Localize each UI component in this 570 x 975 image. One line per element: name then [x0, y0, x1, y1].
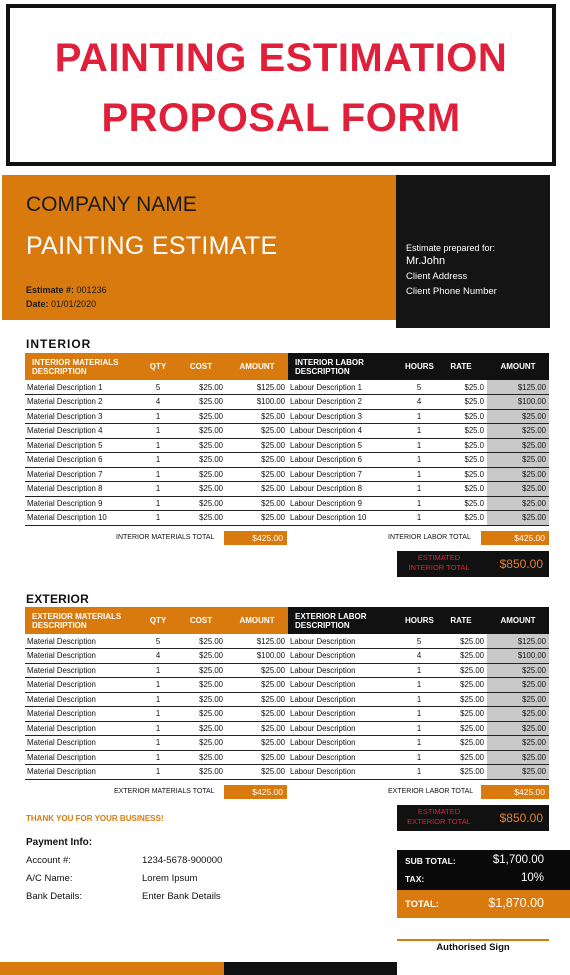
material-description-cell: Material Description: [25, 750, 140, 765]
qty-cell: 1: [140, 511, 176, 526]
rate-cell: $25.0: [435, 395, 487, 410]
table-row: [25, 707, 549, 722]
table-row: [25, 496, 549, 511]
amount-cell: $125.00: [226, 380, 288, 395]
labor-description-cell: Labour Description 3: [288, 409, 403, 424]
labor-amount-cell: $25.00: [487, 750, 549, 765]
table-row: [25, 634, 549, 649]
rate-cell: $25.0: [435, 496, 487, 511]
exterior-materials-total: $425.00: [224, 785, 287, 799]
material-description-cell: Material Description: [25, 678, 140, 693]
labor-amount-cell: $25.00: [487, 765, 549, 780]
exterior-qty-header: QTY: [140, 607, 176, 634]
hours-cell: 1: [403, 663, 435, 678]
rate-cell: $25.0: [435, 380, 487, 395]
qty-cell: 1: [140, 765, 176, 780]
exterior-estimated-label-line2: EXTERIOR TOTAL: [407, 817, 471, 826]
labor-description-cell: Labour Description 1: [288, 380, 403, 395]
table-row: [25, 482, 549, 497]
amount-cell: $25.00: [226, 663, 288, 678]
hours-cell: 1: [403, 721, 435, 736]
exterior-estimated-label-line1: ESTIMATED: [417, 807, 461, 816]
rate-cell: $25.00: [435, 678, 487, 693]
hours-cell: 1: [403, 453, 435, 468]
estimate-date-label: Date:: [26, 299, 49, 309]
cost-cell: $25.00: [176, 409, 226, 424]
rate-cell: $25.00: [435, 634, 487, 649]
labor-description-cell: Labour Description: [288, 663, 403, 678]
labor-description-cell: Labour Description 5: [288, 438, 403, 453]
amount-cell: $25.00: [226, 750, 288, 765]
cost-cell: $25.00: [176, 453, 226, 468]
labor-description-cell: Labour Description: [288, 707, 403, 722]
exterior-estimated-total: $850.00: [499, 811, 543, 825]
amount-cell: $25.00: [226, 707, 288, 722]
hours-cell: 1: [403, 707, 435, 722]
amount-cell: $25.00: [226, 721, 288, 736]
interior-labor-header: INTERIOR LABOR DESCRIPTION: [288, 353, 403, 380]
interior-estimated-total-label: [401, 553, 477, 573]
labor-amount-cell: $25.00: [487, 496, 549, 511]
material-description-cell: Material Description 8: [25, 482, 140, 497]
interior-rate-header: RATE: [435, 353, 487, 380]
hours-cell: 4: [403, 395, 435, 410]
rate-cell: $25.0: [435, 467, 487, 482]
rate-cell: $25.00: [435, 663, 487, 678]
material-description-cell: Material Description: [25, 692, 140, 707]
labor-description-cell: Labour Description: [288, 678, 403, 693]
labor-amount-cell: $25.00: [487, 438, 549, 453]
cost-cell: $25.00: [176, 649, 226, 664]
interior-materials-total-label: INTERIOR MATERIALS TOTAL: [116, 534, 215, 541]
cost-cell: $25.00: [176, 765, 226, 780]
exterior-cost-header: COST: [176, 607, 226, 634]
table-row: [25, 649, 549, 664]
interior-labor-total: $425.00: [481, 531, 549, 545]
interior-section-title: INTERIOR: [26, 337, 92, 351]
qty-cell: 5: [140, 634, 176, 649]
cost-cell: $25.00: [176, 467, 226, 482]
estimate-summary: [397, 850, 570, 918]
interior-estimated-label-line1: ESTIMATED: [417, 553, 461, 562]
labor-amount-cell: $25.00: [487, 511, 549, 526]
table-row: [25, 395, 549, 410]
exterior-estimated-total-box: [397, 805, 549, 831]
exterior-labor-header: EXTERIOR LABOR DESCRIPTION: [288, 607, 403, 634]
exterior-hours-header: HOURS: [403, 607, 435, 634]
interior-estimated-total-box: [397, 551, 549, 577]
material-description-cell: Material Description 10: [25, 511, 140, 526]
labor-description-cell: Labour Description 9: [288, 496, 403, 511]
labor-amount-cell: $25.00: [487, 663, 549, 678]
material-description-cell: Material Description: [25, 765, 140, 780]
material-description-cell: Material Description: [25, 634, 140, 649]
account-number-label: Account #:: [26, 855, 71, 866]
material-description-cell: Material Description 6: [25, 453, 140, 468]
labor-description-cell: Labour Description: [288, 649, 403, 664]
table-row: [25, 765, 549, 780]
interior-qty-header: QTY: [140, 353, 176, 380]
total-row: [397, 890, 570, 918]
qty-cell: 1: [140, 692, 176, 707]
labor-amount-cell: $125.00: [487, 380, 549, 395]
total-label: TOTAL:: [405, 899, 439, 910]
exterior-estimate-table: [25, 607, 549, 780]
bank-details-value: Enter Bank Details: [142, 891, 221, 902]
labor-description-cell: Labour Description 8: [288, 482, 403, 497]
amount-cell: $25.00: [226, 678, 288, 693]
labor-amount-cell: $25.00: [487, 424, 549, 439]
table-row: [25, 409, 549, 424]
labor-amount-cell: $125.00: [487, 634, 549, 649]
labor-description-cell: Labour Description 7: [288, 467, 403, 482]
hours-cell: 1: [403, 409, 435, 424]
amount-cell: $25.00: [226, 482, 288, 497]
interior-labor-total-label: INTERIOR LABOR TOTAL: [388, 534, 471, 541]
amount-cell: $100.00: [226, 649, 288, 664]
labor-description-cell: Labour Description 4: [288, 424, 403, 439]
exterior-estimated-total-label: [401, 807, 477, 827]
labor-amount-cell: $25.00: [487, 453, 549, 468]
material-description-cell: Material Description: [25, 721, 140, 736]
qty-cell: 5: [140, 380, 176, 395]
rate-cell: $25.00: [435, 707, 487, 722]
cost-cell: $25.00: [176, 736, 226, 751]
labor-amount-cell: $25.00: [487, 736, 549, 751]
bank-details-label: Bank Details:: [26, 891, 82, 902]
amount-cell: $100.00: [226, 395, 288, 410]
hours-cell: 1: [403, 467, 435, 482]
rate-cell: $25.00: [435, 736, 487, 751]
interior-estimate-table: [25, 353, 549, 526]
table-row: [25, 663, 549, 678]
qty-cell: 4: [140, 395, 176, 410]
table-row: [25, 750, 549, 765]
estimate-number-label: Estimate #:: [26, 285, 75, 295]
material-description-cell: Material Description 4: [25, 424, 140, 439]
labor-description-cell: Labour Description: [288, 692, 403, 707]
qty-cell: 1: [140, 707, 176, 722]
material-description-cell: Material Description 7: [25, 467, 140, 482]
labor-amount-cell: $25.00: [487, 678, 549, 693]
exterior-labor-amount-header: AMOUNT: [487, 607, 549, 634]
hours-cell: 1: [403, 678, 435, 693]
form-title-box: [6, 4, 556, 166]
exterior-amount-header: AMOUNT: [226, 607, 288, 634]
hours-cell: 1: [403, 424, 435, 439]
labor-description-cell: Labour Description 10: [288, 511, 403, 526]
hours-cell: 1: [403, 765, 435, 780]
estimate-header: [2, 175, 550, 328]
table-row: [25, 467, 549, 482]
labor-description-cell: Labour Description 2: [288, 395, 403, 410]
qty-cell: 1: [140, 721, 176, 736]
form-title-line1: PAINTING ESTIMATION: [54, 36, 508, 80]
cost-cell: $25.00: [176, 663, 226, 678]
hours-cell: 1: [403, 496, 435, 511]
qty-cell: 1: [140, 438, 176, 453]
header-orange-panel: [2, 175, 396, 320]
tax-value: 10%: [520, 872, 544, 884]
client-name: Mr.John: [406, 255, 446, 267]
labor-description-cell: Labour Description: [288, 736, 403, 751]
qty-cell: 4: [140, 649, 176, 664]
hours-cell: 5: [403, 380, 435, 395]
rate-cell: $25.0: [435, 438, 487, 453]
hours-cell: 5: [403, 634, 435, 649]
tax-label: TAX:: [405, 874, 425, 884]
table-row: [25, 453, 549, 468]
total-value: $1,870.00: [488, 896, 544, 910]
qty-cell: 1: [140, 453, 176, 468]
labor-description-cell: Labour Description: [288, 634, 403, 649]
material-description-cell: Material Description 2: [25, 395, 140, 410]
material-description-cell: Material Description: [25, 707, 140, 722]
table-row: [25, 511, 549, 526]
interior-materials-header: INTERIOR MATERIALS DESCRIPTION: [25, 353, 140, 380]
hours-cell: 4: [403, 649, 435, 664]
rate-cell: $25.00: [435, 750, 487, 765]
hours-cell: 1: [403, 736, 435, 751]
company-name: COMPANY NAME: [26, 193, 197, 216]
thank-you-note: THANK YOU FOR YOUR BUSINESS!: [26, 814, 164, 823]
amount-cell: $25.00: [226, 496, 288, 511]
interior-estimated-label-line2: INTERIOR TOTAL: [408, 563, 470, 572]
subtotal-label: SUB TOTAL:: [405, 856, 456, 866]
payment-info-heading: Payment Info:: [26, 837, 93, 848]
amount-cell: $25.00: [226, 765, 288, 780]
subtotal-value: $1,700.00: [492, 854, 544, 866]
estimate-title: PAINTING ESTIMATE: [26, 232, 278, 260]
table-row: [25, 424, 549, 439]
exterior-labor-total: $425.00: [481, 785, 549, 799]
table-row: [25, 736, 549, 751]
qty-cell: 1: [140, 496, 176, 511]
cost-cell: $25.00: [176, 395, 226, 410]
qty-cell: 1: [140, 736, 176, 751]
qty-cell: 1: [140, 409, 176, 424]
amount-cell: $25.00: [226, 511, 288, 526]
labor-amount-cell: $25.00: [487, 721, 549, 736]
labor-amount-cell: $25.00: [487, 707, 549, 722]
account-name-label: A/C Name:: [26, 873, 73, 884]
table-row: [25, 721, 549, 736]
client-address: Client Address: [406, 271, 468, 282]
material-description-cell: Material Description: [25, 736, 140, 751]
exterior-section-title: EXTERIOR: [26, 592, 89, 606]
exterior-rate-header: RATE: [435, 607, 487, 634]
table-row: [25, 678, 549, 693]
labor-amount-cell: $25.00: [487, 482, 549, 497]
amount-cell: $25.00: [226, 736, 288, 751]
cost-cell: $25.00: [176, 692, 226, 707]
cost-cell: $25.00: [176, 678, 226, 693]
cost-cell: $25.00: [176, 424, 226, 439]
authorised-sign-label: Authorised Sign: [436, 942, 510, 953]
labor-description-cell: Labour Description: [288, 750, 403, 765]
cost-cell: $25.00: [176, 511, 226, 526]
rate-cell: $25.00: [435, 765, 487, 780]
amount-cell: $25.00: [226, 409, 288, 424]
tax-row: [397, 870, 570, 888]
labor-amount-cell: $100.00: [487, 649, 549, 664]
cost-cell: $25.00: [176, 438, 226, 453]
labor-amount-cell: $100.00: [487, 395, 549, 410]
hours-cell: 1: [403, 438, 435, 453]
labor-description-cell: Labour Description 6: [288, 453, 403, 468]
qty-cell: 1: [140, 750, 176, 765]
cost-cell: $25.00: [176, 707, 226, 722]
rate-cell: $25.0: [435, 424, 487, 439]
material-description-cell: Material Description 3: [25, 409, 140, 424]
labor-description-cell: Labour Description: [288, 721, 403, 736]
rate-cell: $25.0: [435, 409, 487, 424]
material-description-cell: Material Description 1: [25, 380, 140, 395]
exterior-labor-total-label: EXTERIOR LABOR TOTAL: [388, 788, 474, 795]
qty-cell: 1: [140, 663, 176, 678]
prepared-for-label: Estimate prepared for:: [406, 243, 496, 253]
form-title-line2: PROPOSAL FORM: [101, 96, 461, 140]
qty-cell: 1: [140, 424, 176, 439]
table-row: [25, 380, 549, 395]
estimate-number-value: 001236: [76, 285, 107, 295]
footer-black-bar: [224, 962, 397, 975]
cost-cell: $25.00: [176, 380, 226, 395]
exterior-materials-header: EXTERIOR MATERIALS DESCRIPTION: [25, 607, 140, 634]
labor-amount-cell: $25.00: [487, 467, 549, 482]
cost-cell: $25.00: [176, 750, 226, 765]
table-row: [25, 438, 549, 453]
amount-cell: $25.00: [226, 467, 288, 482]
footer-orange-bar: [0, 962, 224, 975]
interior-cost-header: COST: [176, 353, 226, 380]
interior-amount-header: AMOUNT: [226, 353, 288, 380]
amount-cell: $25.00: [226, 692, 288, 707]
interior-labor-amount-header: AMOUNT: [487, 353, 549, 380]
amount-cell: $125.00: [226, 634, 288, 649]
qty-cell: 1: [140, 482, 176, 497]
interior-estimated-total: $850.00: [499, 557, 543, 571]
material-description-cell: Material Description 5: [25, 438, 140, 453]
account-name-value: Lorem Ipsum: [142, 873, 198, 884]
hours-cell: 1: [403, 511, 435, 526]
amount-cell: $25.00: [226, 453, 288, 468]
hours-cell: 1: [403, 482, 435, 497]
estimate-date-value: 01/01/2020: [51, 299, 97, 309]
material-description-cell: Material Description 9: [25, 496, 140, 511]
account-number-value: 1234-5678-900000: [142, 855, 223, 866]
amount-cell: $25.00: [226, 424, 288, 439]
rate-cell: $25.0: [435, 482, 487, 497]
interior-materials-total: $425.00: [224, 531, 287, 545]
estimate-number: [26, 285, 107, 295]
cost-cell: $25.00: [176, 721, 226, 736]
hours-cell: 1: [403, 750, 435, 765]
subtotal-row: [397, 852, 570, 870]
interior-hours-header: HOURS: [403, 353, 435, 380]
exterior-materials-total-label: EXTERIOR MATERIALS TOTAL: [114, 788, 215, 795]
rate-cell: $25.00: [435, 692, 487, 707]
cost-cell: $25.00: [176, 496, 226, 511]
cost-cell: $25.00: [176, 634, 226, 649]
signature-line: [397, 939, 549, 941]
rate-cell: $25.0: [435, 511, 487, 526]
rate-cell: $25.0: [435, 453, 487, 468]
material-description-cell: Material Description: [25, 649, 140, 664]
qty-cell: 1: [140, 467, 176, 482]
labor-amount-cell: $25.00: [487, 692, 549, 707]
qty-cell: 1: [140, 678, 176, 693]
table-row: [25, 692, 549, 707]
amount-cell: $25.00: [226, 438, 288, 453]
client-phone: Client Phone Number: [406, 286, 497, 297]
labor-amount-cell: $25.00: [487, 409, 549, 424]
estimate-date: [26, 299, 96, 309]
rate-cell: $25.00: [435, 649, 487, 664]
labor-description-cell: Labour Description: [288, 765, 403, 780]
header-client-panel: [396, 175, 550, 328]
hours-cell: 1: [403, 692, 435, 707]
material-description-cell: Material Description: [25, 663, 140, 678]
rate-cell: $25.00: [435, 721, 487, 736]
cost-cell: $25.00: [176, 482, 226, 497]
